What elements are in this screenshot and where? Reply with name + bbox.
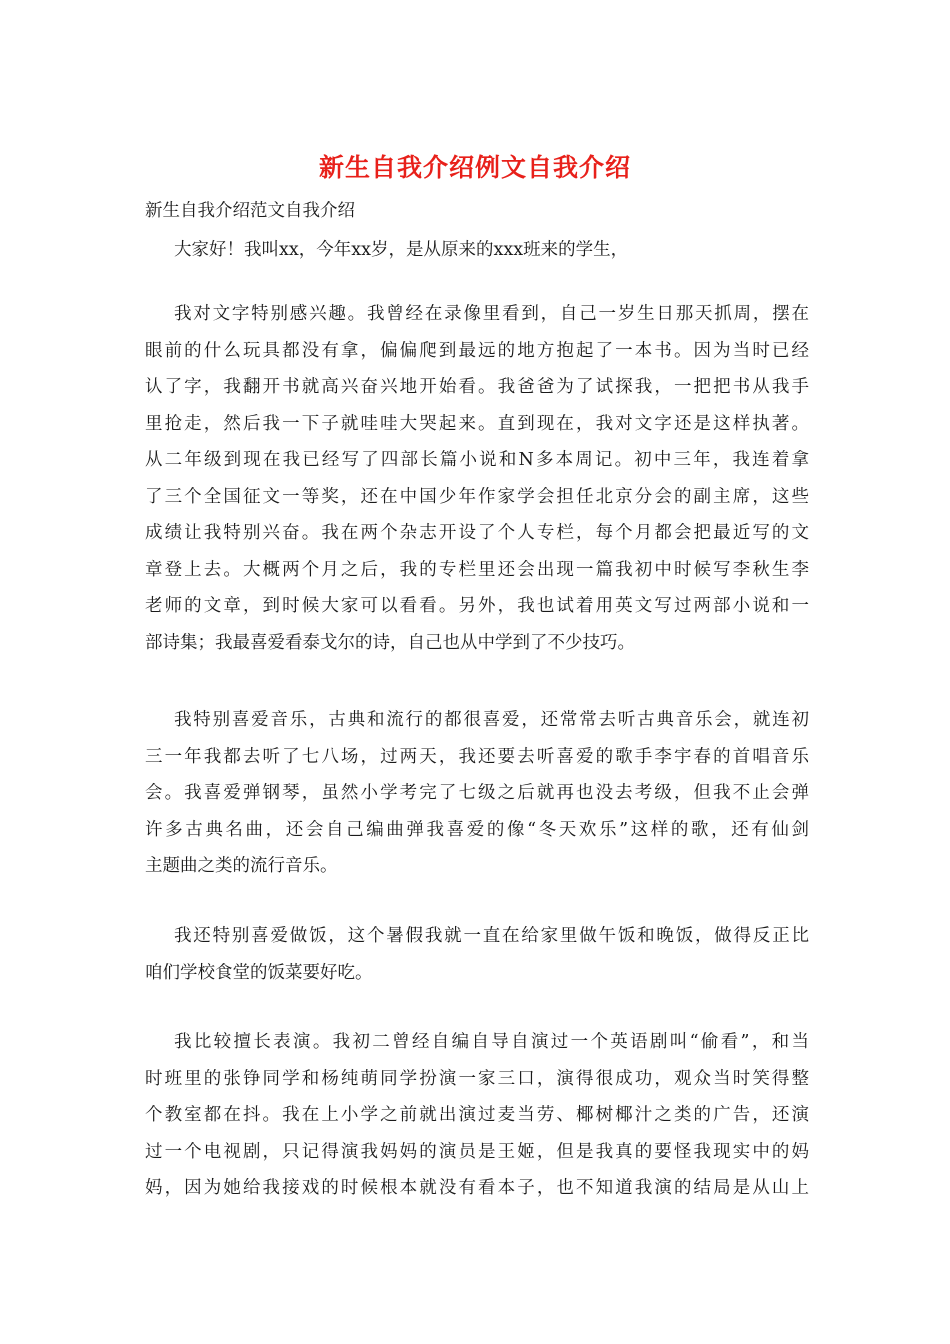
paragraph-line: 三一年我都去听了七八场，过两天，我还要去听喜爱的歌手李宇春的首唱音乐 bbox=[145, 746, 809, 767]
paragraph-writing bbox=[145, 296, 809, 661]
paragraph-line: 时班里的张铮同学和杨纯萌同学扮演一家三口，演得很成功，观众当时笑得整 bbox=[145, 1068, 809, 1089]
paragraph-line: 认了字，我翻开书就高兴奋兴地开始看。我爸爸为了试探我，一把把书从我手 bbox=[145, 377, 809, 397]
paragraph-line: 老师的文章，到时候大家可以看看。另外，我也试着用英文写过两部小说和一 bbox=[145, 596, 809, 616]
paragraph-line: 我特别喜爱音乐，古典和流行的都很喜爱，还常常去听古典音乐会，就连初 bbox=[174, 710, 809, 730]
paragraph-line: 从二年级到现在我已经写了四部长篇小说和N多本周记。初中三年，我连着拿 bbox=[145, 450, 809, 470]
paragraph-line: 我比较擅长表演。我初二曾经自编自导自演过一个英语剧叫“偷看”，和当 bbox=[174, 1032, 809, 1052]
paragraph-line: 了三个全国征文一等奖，还在中国少年作家学会担任北京分会的副主席，这些 bbox=[145, 486, 809, 507]
paragraph-music bbox=[145, 702, 809, 885]
paragraph-line: 章登上去。大概两个月之后，我的专栏里还会出现一篇我初中时候写李秋生李 bbox=[145, 559, 809, 580]
paragraph-line: 个教室都在抖。我在上小学之前就出演过麦当劳、椰树椰汁之类的广告，还演 bbox=[145, 1105, 809, 1125]
paragraph-line: 过一个电视剧，只记得演我妈妈的演员是王姬，但是我真的要怪我现实中的妈 bbox=[145, 1141, 809, 1162]
paragraph-acting bbox=[145, 1024, 809, 1207]
paragraph-line: 眼前的什么玩具都没有拿，偏偏爬到最远的地方抱起了一本书。因为当时已经 bbox=[145, 340, 809, 361]
paragraph-line: 许多古典名曲，还会自己编曲弹我喜爱的像“冬天欢乐”这样的歌，还有仙剑 bbox=[145, 819, 809, 840]
paragraph-line: 我还特别喜爱做饭，这个暑假我就一直在给家里做午饭和晚饭，做得反正比 bbox=[174, 926, 809, 946]
paragraph-line: 会。我喜爱弹钢琴，虽然小学考完了七级之后就再也没去考级，但我不止会弹 bbox=[145, 783, 809, 803]
paragraph-line: 主题曲之类的流行音乐。 bbox=[145, 856, 338, 876]
paragraph-cooking bbox=[145, 918, 809, 991]
document-title: 新生自我介绍例文自我介绍 bbox=[318, 153, 631, 182]
paragraph-greeting bbox=[145, 232, 809, 269]
paragraph-line: 成绩让我特别兴奋。我在两个杂志开设了个人专栏，每个月都会把最近写的文 bbox=[145, 523, 809, 543]
paragraph-line: 咱们学校食堂的饭菜要好吃。 bbox=[145, 962, 373, 983]
paragraph-line: 部诗集；我最喜爱看泰戈尔的诗，自己也从中学到了不少技巧。 bbox=[145, 632, 635, 653]
paragraph-line: 妈，因为她给我接戏的时候根本就没有看本子，也不知道我演的结局是从山上 bbox=[145, 1178, 809, 1198]
paragraph-line: 我对文字特别感兴趣。我曾经在录像里看到，自己一岁生日那天抓周，摆在 bbox=[174, 304, 809, 324]
document-subtitle: 新生自我介绍范文自我介绍 bbox=[145, 201, 355, 221]
paragraph-line: 里抢走，然后我一下子就哇哇大哭起来。直到现在，我对文字还是这样执著。 bbox=[145, 413, 809, 434]
paragraph-line: 大家好！我叫xx，今年xx岁，是从原来的xxx班来的学生， bbox=[174, 240, 629, 260]
